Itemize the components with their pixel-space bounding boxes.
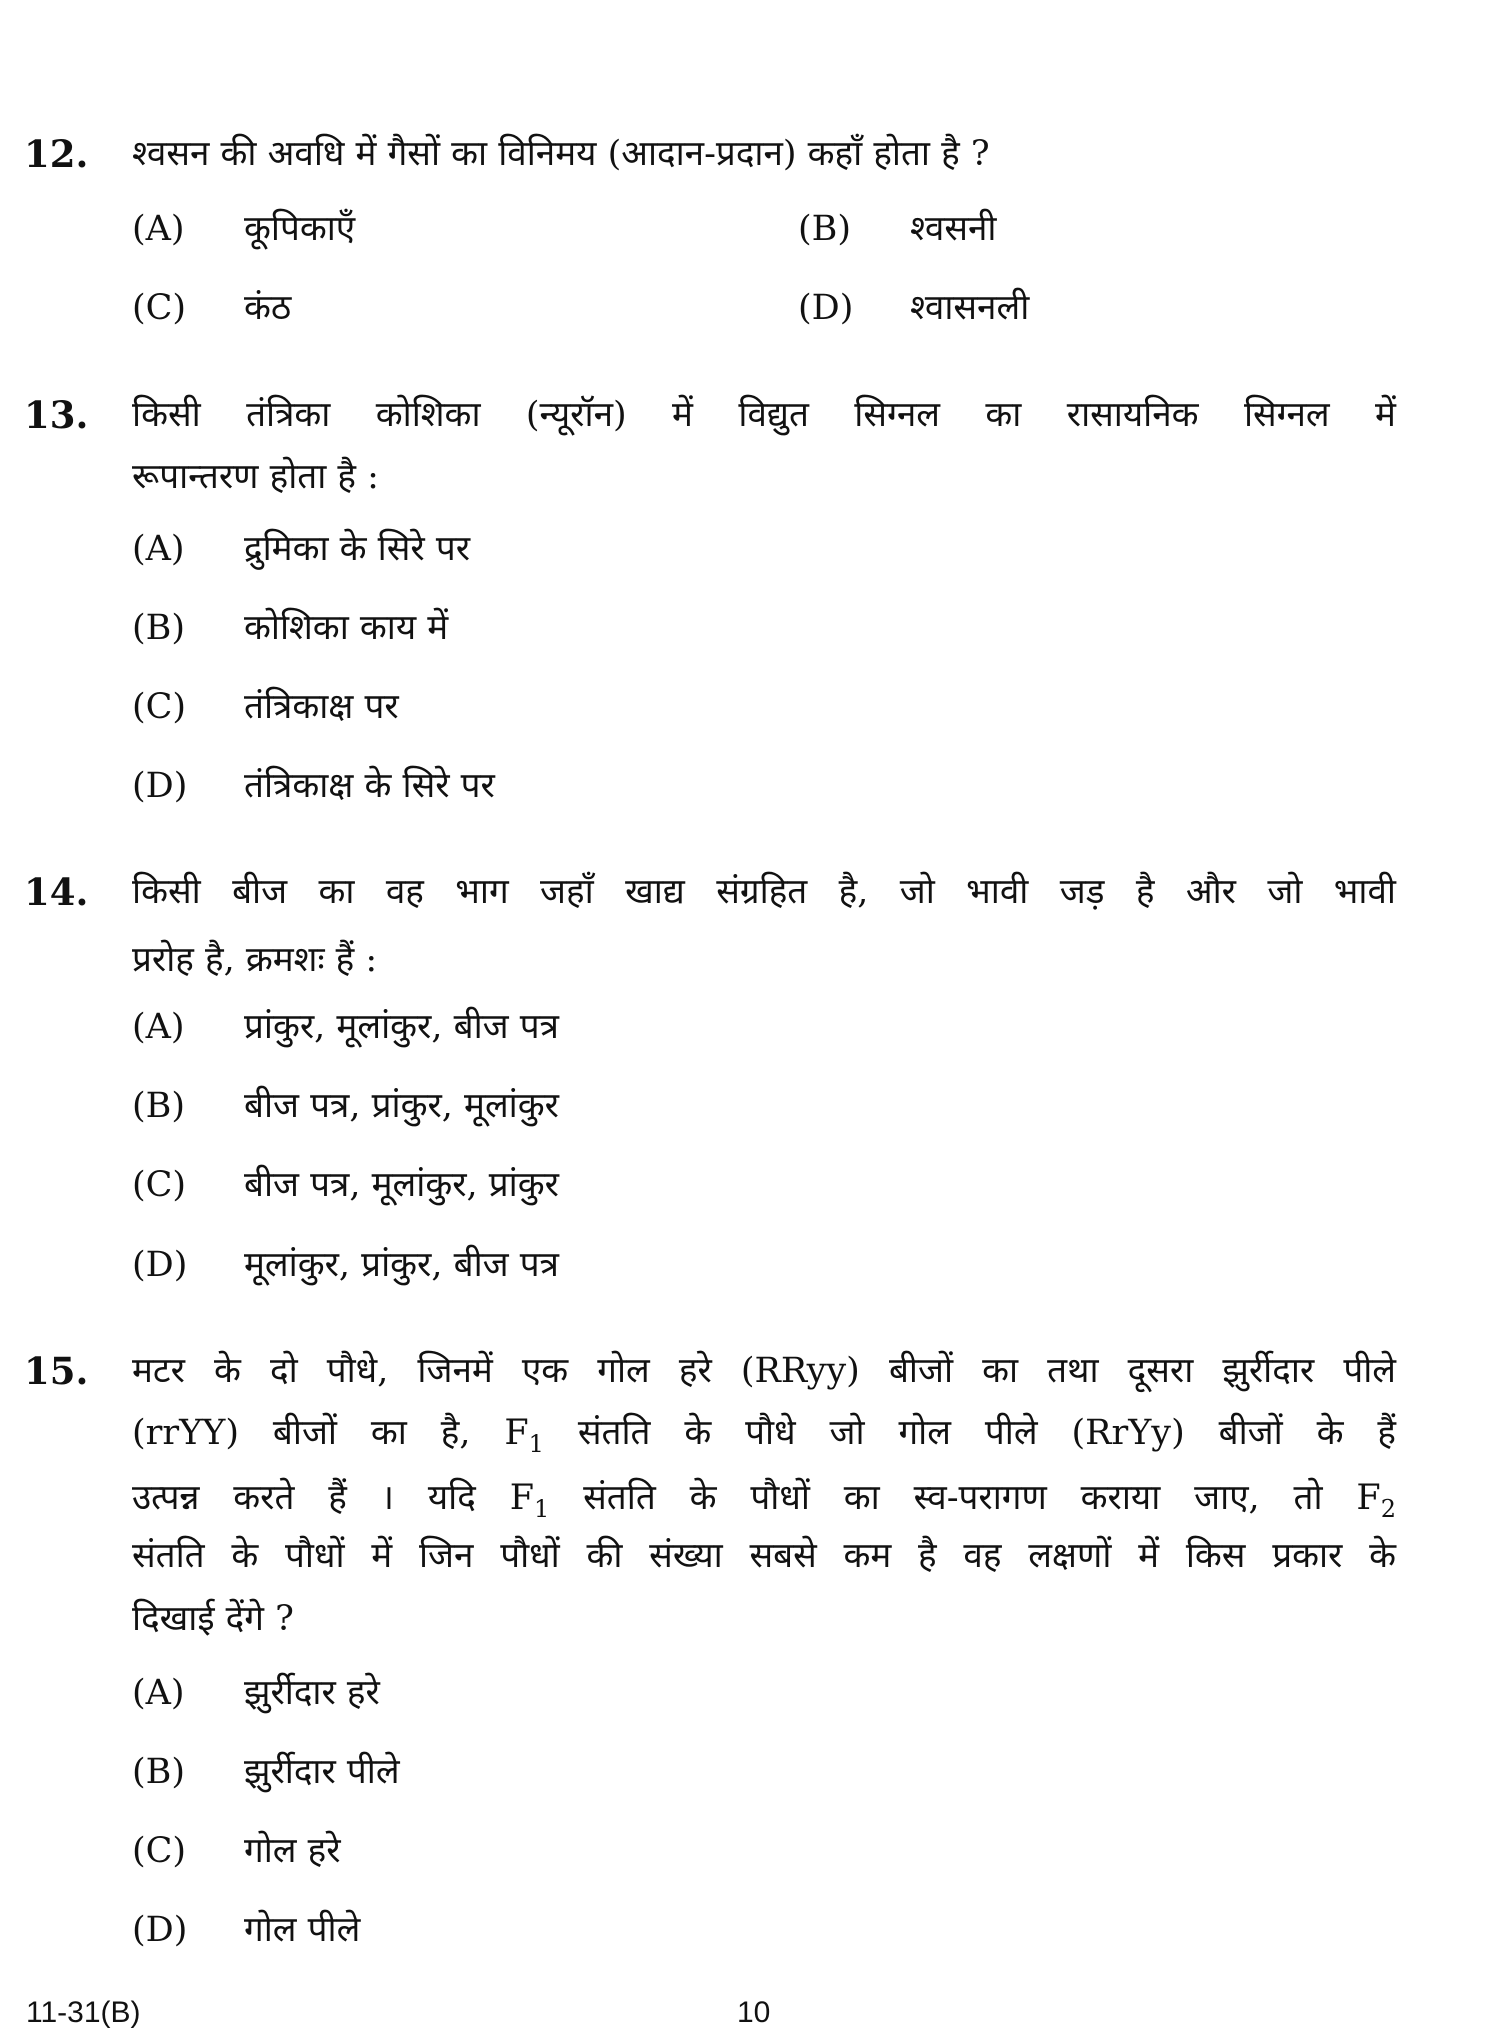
option-label: (A) — [132, 209, 185, 249]
question-number: 14. — [24, 870, 89, 914]
question-text-line — [132, 1597, 294, 1641]
option-label: (C) — [132, 288, 187, 328]
option-text: श्वासनली — [910, 288, 1030, 328]
question-text-line — [132, 1476, 1396, 1523]
question-text-line — [132, 132, 990, 176]
question-number: 15. — [24, 1349, 89, 1393]
option-text: प्रांकुर, मूलांकुर, बीज पत्र — [244, 1007, 559, 1047]
question-text-line — [132, 938, 377, 982]
option-label: (D) — [798, 288, 854, 328]
option-text: बीज पत्र, प्रांकुर, मूलांकुर — [244, 1086, 559, 1126]
subscript: 2 — [1380, 1495, 1396, 1523]
page-number: 10 — [737, 1996, 771, 2029]
question-number: 13. — [24, 393, 89, 437]
option-text: तंत्रिकाक्ष के सिरे पर — [244, 766, 495, 806]
option-text: कंठ — [244, 288, 292, 328]
option-text: बीज पत्र, मूलांकुर, प्रांकुर — [244, 1165, 559, 1205]
paper-code: 11-31(B) — [26, 1996, 141, 2029]
option-label: (D) — [132, 1910, 188, 1950]
option-label: (A) — [132, 1673, 185, 1713]
option-text: तंत्रिकाक्ष पर — [244, 687, 399, 727]
option-text: झुर्रीदार हरे — [244, 1673, 380, 1713]
option-text: गोल हरे — [244, 1831, 341, 1871]
option-text: द्रुमिका के सिरे पर — [244, 529, 471, 569]
text-segment: श्वसन की अवधि में गैसों का विनिमय (आदान-प्रदान) कहाँ होता है ? — [132, 134, 990, 174]
question-text-line — [132, 1411, 1396, 1458]
question-text-line — [132, 1534, 1396, 1578]
option-label: (B) — [132, 1086, 186, 1126]
option-label: (C) — [132, 687, 187, 727]
text-segment: दिखाई देंगे ? — [132, 1599, 294, 1639]
text-segment: किसी बीज का वह भाग जहाँ खाद्य संग्रहित है, जो भावी जड़ है और जो भावी — [132, 872, 1396, 912]
text-segment: उत्पन्न करते हैं । यदि F — [132, 1478, 534, 1518]
text-segment: किसी तंत्रिका कोशिका (न्यूरॉन) में विद्युत सिग्नल का रासायनिक सिग्नल में — [132, 395, 1396, 435]
option-text: मूलांकुर, प्रांकुर, बीज पत्र — [244, 1245, 559, 1285]
question-text-line — [132, 393, 1396, 437]
text-segment: मटर के दो पौधे, जिनमें एक गोल हरे (RRyy) बीजों का तथा दूसरा झुर्रीदार पीले — [132, 1351, 1396, 1391]
option-text: कोशिका काय में — [244, 608, 449, 648]
option-label: (A) — [132, 529, 185, 569]
option-label: (C) — [132, 1831, 187, 1871]
text-segment: (rrYY) बीजों का है, F — [132, 1413, 529, 1453]
option-text: झुर्रीदार पीले — [244, 1752, 400, 1792]
subscript: 1 — [534, 1495, 550, 1523]
option-text: कूपिकाएँ — [244, 209, 356, 249]
text-segment: प्ररोह है, क्रमशः हैं : — [132, 940, 378, 980]
option-label: (B) — [798, 209, 852, 249]
option-label: (B) — [132, 608, 186, 648]
option-text: गोल पीले — [244, 1910, 361, 1950]
subscript: 1 — [528, 1430, 544, 1458]
question-text-line — [132, 455, 379, 499]
text-segment: रूपान्तरण होता है : — [132, 457, 379, 497]
option-label: (B) — [132, 1752, 186, 1792]
text-segment: संतति के पौधों का स्व-परागण कराया जाए, तो F — [549, 1478, 1381, 1518]
option-label: (A) — [132, 1007, 185, 1047]
question-number: 12. — [24, 132, 89, 176]
option-label: (D) — [132, 766, 188, 806]
option-label: (D) — [132, 1245, 188, 1285]
question-text-line — [132, 1349, 1396, 1393]
option-text: श्वसनी — [910, 209, 997, 249]
question-text-line — [132, 870, 1396, 914]
text-segment: संतति के पौधों में जिन पौधों की संख्या सबसे कम है वह लक्षणों में किस प्रकार के — [132, 1536, 1396, 1576]
option-label: (C) — [132, 1165, 187, 1205]
text-segment: संतति के पौधे जो गोल पीले (RrYy) बीजों के हैं — [543, 1413, 1396, 1453]
